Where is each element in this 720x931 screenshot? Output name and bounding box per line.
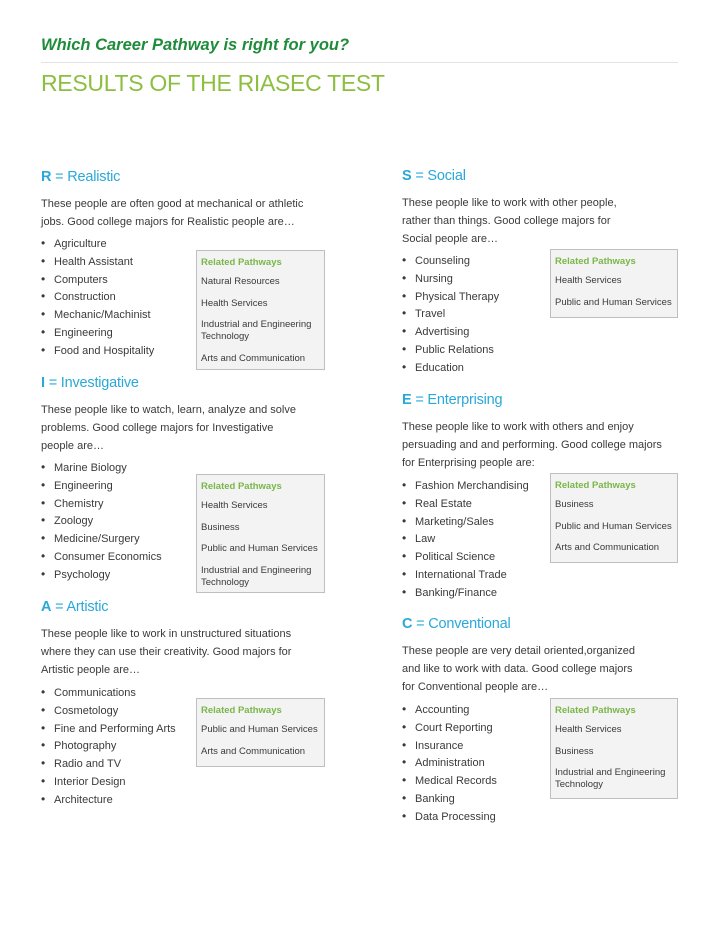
related-pathways-box bbox=[196, 250, 325, 370]
list-item: • Advertising bbox=[402, 323, 499, 341]
list-item: • Agriculture bbox=[41, 235, 154, 253]
list-item: • Cosmetology bbox=[41, 702, 176, 720]
majors-list bbox=[402, 252, 499, 377]
pathway-item: Public and Human Services bbox=[201, 724, 318, 735]
majors-list bbox=[41, 459, 162, 584]
list-item: • Physical Therapy bbox=[402, 288, 499, 306]
pathway-item: Arts and Communication bbox=[555, 542, 660, 553]
section-letter: E bbox=[402, 392, 412, 408]
pathway-item: Natural Resources bbox=[201, 276, 280, 287]
section-name: = Realistic bbox=[55, 169, 121, 185]
section-name: = Investigative bbox=[48, 375, 139, 391]
pathway-item: Arts and Communication bbox=[201, 745, 306, 757]
section-letter: A bbox=[41, 599, 52, 615]
list-item: • Health Assistant bbox=[41, 253, 154, 271]
list-item: • Computers bbox=[41, 271, 154, 289]
section-heading bbox=[41, 375, 341, 391]
pathway-item: Health Services bbox=[201, 297, 268, 309]
pathway-item: Business bbox=[201, 521, 240, 533]
section-heading bbox=[402, 392, 702, 408]
section-letter: I bbox=[41, 375, 45, 391]
list-item: • Accounting bbox=[402, 701, 497, 719]
pathway-item: Health Services bbox=[555, 275, 622, 286]
list-item: • Banking bbox=[402, 790, 497, 808]
related-pathways-heading: Related Pathways bbox=[201, 481, 282, 492]
list-item: • Marine Biology bbox=[41, 459, 162, 477]
list-item: • Consumer Economics bbox=[41, 548, 162, 566]
section-realistic bbox=[41, 169, 341, 231]
pathway-item: Health Services bbox=[201, 500, 268, 511]
section-name: = Artistic bbox=[55, 599, 109, 615]
list-item: • Mechanic/Machinist bbox=[41, 306, 154, 324]
pathway-item: Public and Human Services bbox=[201, 543, 318, 554]
list-item: • Travel bbox=[402, 305, 499, 323]
pathway-item: Health Services bbox=[555, 724, 622, 735]
section-enterprising bbox=[402, 392, 702, 472]
section-heading bbox=[41, 169, 341, 185]
list-item: • Radio and TV bbox=[41, 755, 176, 773]
list-item: • Banking/Finance bbox=[402, 584, 529, 602]
section-description: These people like to work in unstructured situations where they can use their creativity. Good majors for Artistic people are… bbox=[41, 628, 292, 676]
pathway-item: Business bbox=[555, 745, 594, 757]
list-item: • Food and Hospitality bbox=[41, 342, 154, 360]
section-heading bbox=[41, 599, 341, 615]
related-pathways-heading: Related Pathways bbox=[201, 257, 282, 268]
section-name: = Conventional bbox=[416, 616, 511, 632]
list-item: • Psychology bbox=[41, 566, 162, 584]
list-item: • Court Reporting bbox=[402, 719, 497, 737]
list-item: • Zoology bbox=[41, 512, 162, 530]
list-item: • Administration bbox=[402, 754, 497, 772]
pathway-item: Business bbox=[555, 499, 594, 510]
list-item: • Fine and Performing Arts bbox=[41, 720, 176, 738]
list-item: • Communications bbox=[41, 684, 176, 702]
list-item: • Medical Records bbox=[402, 772, 497, 790]
related-pathways-box bbox=[550, 473, 678, 563]
list-item: • Nursing bbox=[402, 270, 499, 288]
pathway-item: Industrial and Engineering Technology bbox=[555, 767, 666, 790]
list-item: • Fashion Merchandising bbox=[402, 477, 529, 495]
section-letter: R bbox=[41, 169, 52, 185]
pathway-item: Public and Human Services bbox=[555, 520, 672, 532]
section-description: These people like to work with other people, rather than things. Good college majors for Social people are… bbox=[402, 197, 617, 245]
list-item: • Data Processing bbox=[402, 808, 497, 826]
list-item: • Architecture bbox=[41, 791, 176, 809]
pathway-item: Public and Human Services bbox=[555, 296, 672, 308]
pathway-item: Industrial and Engineering Technology bbox=[201, 319, 312, 342]
list-item: • International Trade bbox=[402, 566, 529, 584]
section-conventional bbox=[402, 616, 702, 696]
list-item: • Counseling bbox=[402, 252, 499, 270]
pathway-item: Arts and Communication bbox=[201, 352, 306, 364]
pathway-item: Industrial and Engineering Technology bbox=[201, 564, 312, 588]
header-divider bbox=[41, 62, 678, 63]
majors-list bbox=[402, 701, 497, 826]
list-item: • Chemistry bbox=[41, 495, 162, 513]
section-heading bbox=[402, 616, 702, 632]
list-item: • Real Estate bbox=[402, 495, 529, 513]
section-name: = Social bbox=[415, 168, 466, 184]
list-item: • Public Relations bbox=[402, 341, 499, 359]
section-description: These people like to watch, learn, analyze and solve problems. Good college majors for Investigative people are… bbox=[41, 404, 296, 452]
related-pathways-heading: Related Pathways bbox=[555, 256, 636, 267]
list-item: • Marketing/Sales bbox=[402, 513, 529, 531]
list-item: • Education bbox=[402, 359, 499, 377]
related-pathways-heading: Related Pathways bbox=[555, 705, 636, 716]
related-pathways-box bbox=[196, 698, 325, 767]
section-description: These people are often good at mechanical or athletic jobs. Good college majors for Realistic people are… bbox=[41, 198, 304, 228]
list-item: • Insurance bbox=[402, 737, 497, 755]
majors-list bbox=[41, 684, 176, 809]
list-item: • Political Science bbox=[402, 548, 529, 566]
page-title: RESULTS OF THE RIASEC TEST bbox=[41, 70, 385, 96]
majors-list bbox=[41, 235, 154, 360]
section-description: These people are very detail oriented,organized and like to work with data. Good college majors for Conventional people are… bbox=[402, 645, 635, 693]
related-pathways-box bbox=[196, 474, 325, 593]
list-item: • Photography bbox=[41, 737, 176, 755]
section-name: = Enterprising bbox=[415, 392, 503, 408]
related-pathways-box bbox=[550, 698, 678, 799]
related-pathways-heading: Related Pathways bbox=[201, 705, 282, 716]
list-item: • Interior Design bbox=[41, 773, 176, 791]
majors-list bbox=[402, 477, 529, 602]
related-pathways-box bbox=[550, 249, 678, 318]
related-pathways-heading: Related Pathways bbox=[555, 480, 636, 491]
section-heading bbox=[402, 168, 702, 184]
list-item: • Medicine/Surgery bbox=[41, 530, 162, 548]
section-social bbox=[402, 168, 702, 248]
page-question: Which Career Pathway is right for you? bbox=[41, 36, 350, 54]
list-item: • Law bbox=[402, 530, 529, 548]
section-investigative bbox=[41, 375, 341, 455]
section-description: These people like to work with others and enjoy persuading and and performing. Good college majors for Enterprising people are: bbox=[402, 421, 662, 469]
list-item: • Construction bbox=[41, 288, 154, 306]
section-letter: C bbox=[402, 616, 413, 632]
section-artistic bbox=[41, 599, 341, 679]
list-item: • Engineering bbox=[41, 477, 162, 495]
list-item: • Engineering bbox=[41, 324, 154, 342]
section-letter: S bbox=[402, 168, 412, 184]
